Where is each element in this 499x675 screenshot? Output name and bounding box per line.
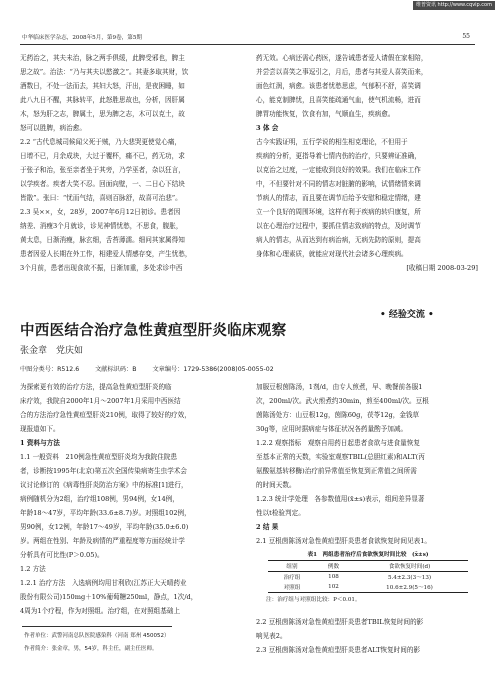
text-line: 木，怒为肝之志，脾属土，思为脾之志，木可以克土，故 bbox=[20, 110, 185, 118]
text-line: 2.1 豆根茵陈汤对急性黄疸型肝炎患者食欲恢复时间见表1。 bbox=[256, 537, 432, 545]
received-date: [收稿日期 2008-03-29] bbox=[406, 264, 478, 272]
text-line: 床疗效，我院自2000年1月～2007年1月采用中西医结 bbox=[20, 397, 181, 405]
text-line: 股份有限公司)150mg＋10%葡萄糖250ml，静点，1次/d， bbox=[20, 593, 198, 601]
text-line: 此八九日不醒，其脉转平，此怒胜思故也，分析，因肝属 bbox=[20, 96, 185, 104]
author-affiliation: 作者单位：武警河南总队医院感染科（河南 郑州 450052） bbox=[24, 633, 170, 639]
table-cell: 对照组 bbox=[283, 585, 301, 591]
table-note: 注：治疗组与对照组比较：P＜0.01。 bbox=[266, 597, 361, 603]
article-meta bbox=[20, 364, 288, 373]
text-line: 1.2.1 治疗方法 入选病例均用甘利欣(江苏正大天晴药业 bbox=[20, 579, 187, 587]
section-heading: 1 资料与方法 bbox=[20, 439, 60, 447]
author-bio: 作者简介：张金章，男，54岁，科主任，副主任医师。 bbox=[24, 646, 158, 652]
table-row bbox=[268, 582, 468, 593]
text-line: 中，不但要针对不同的情志对脏腑的影响，试情绪情来调 bbox=[256, 180, 421, 188]
text-line: 2.2 豆根茵陈汤对急性黄疸型肝炎患者TBIL恢复时间的影 bbox=[256, 618, 424, 626]
column-tag: • 经验交流 • bbox=[380, 310, 434, 320]
text-line: 疾病的分析，更指导着七情内伤的治疗，只要辨证准确， bbox=[256, 152, 421, 160]
text-line: 1.2.2 观察指标 观察自用药日起患者食欲与进食量恢复 bbox=[256, 439, 420, 447]
watermark: 维普资讯 http://www.cqvip.com bbox=[413, 1, 495, 10]
text-line: 脾胃功能恢复，饮食有加，气顺血生，疾病愈。 bbox=[256, 110, 395, 118]
document-code: 文献标识码：B bbox=[95, 366, 137, 373]
text-line: 响见表2。 bbox=[256, 632, 287, 640]
table-cell: 102 bbox=[328, 584, 339, 590]
table-caption: 表1 两组患者治疗后食欲恢复时间比较 (x̄±s) bbox=[307, 552, 429, 558]
table-row bbox=[268, 572, 468, 583]
article-title: 中西医结合治疗急性黄疸型肝炎临床观察 bbox=[20, 323, 287, 339]
text-line: 1.2.3 统计学处理 各参数值用(x̄±s)表示，组间差异显著 bbox=[256, 495, 425, 503]
section-heading: 3 体 会 bbox=[256, 124, 279, 132]
text-line: 并尝尝以喜笑之事逗引之，月后，患者与其爱人喜笑而来， bbox=[256, 68, 428, 76]
prev-article-right-column bbox=[256, 51, 478, 275]
text-line: 思之故”。治法：“乃与其夫以慾激之”。其妻多取其财，饮 bbox=[20, 68, 189, 76]
text-line: 黄太息，日渐消瘦，脉玄细，舌苔薄濡。细问其家属得知 bbox=[20, 236, 185, 244]
prev-article-left-column bbox=[20, 51, 242, 275]
header-rule bbox=[20, 44, 475, 45]
text-line: 节病人的情志，而且要在调节后给予安慰和稳定情绪，建 bbox=[256, 194, 421, 202]
text-line: 加服豆根茵陈汤，1剂/d，由专人煎煮，早、晚餐前各服1 bbox=[256, 383, 423, 391]
table-header-cell: 例数 bbox=[327, 564, 340, 570]
text-line: 怒可以胜脾，病治愈。 bbox=[20, 124, 86, 132]
text-line: 病例随机分为2组，治疗组108例，男94例，女14例， bbox=[20, 495, 179, 503]
text-line: 现报道如下。 bbox=[20, 425, 60, 433]
text-line: 2.2 “古代息城司候闻父死于贼，乃大悲哭更使觉心痛， bbox=[20, 138, 182, 146]
text-line: 岁。两组在性别、年龄及病情的严重程度等方面经统计学 bbox=[20, 537, 185, 545]
article-id: 文章编号：1729-5386(2008)05-0055-02 bbox=[152, 366, 274, 373]
text-line: 1.2 方法 bbox=[20, 565, 46, 573]
text-line: 2.3 吴××，女，28岁，2007年6月12日初诊。患者因 bbox=[20, 208, 181, 216]
results-table bbox=[268, 560, 468, 593]
text-line: 无药治之，其夫未治，脉之两手俱缓，此脾受邪也，脾主 bbox=[20, 54, 185, 62]
text-line: 患者因爱人长期在外工作，相建爱人情感存变，产生忧愁， bbox=[20, 250, 192, 258]
text-line: 病人的情志，从而达到有病治病，无病先防的原则，提高 bbox=[256, 236, 421, 244]
text-line: 年龄18～47岁，平均年龄(33.6±8.7)岁。对照组102例， bbox=[20, 509, 191, 517]
table-header-cell: 食欲恢复时间(d) bbox=[388, 564, 431, 570]
table-header-cell: 组别 bbox=[286, 564, 298, 570]
text-line: 古今实践证明，五行学说的相生相克理论，不但用于 bbox=[256, 138, 408, 146]
text-line: 立一个良好的周围环境，这样有利于疾病的转归康复，所 bbox=[256, 208, 421, 216]
text-line: 以在心理治疗过程中，要抓住情志致病的特点，及时调节 bbox=[256, 222, 421, 230]
text-line: 于张子和治，张至亲者坐于其旁，乃学巫者，杂以狂言， bbox=[20, 166, 185, 174]
text-line: 合的方法治疗急性黄疸型肝炎210例，取得了较好的疗效， bbox=[20, 411, 191, 419]
text-line: 30g等，应用时据病症与体征状况各药量酌予加减。 bbox=[256, 425, 408, 433]
footnote-rule bbox=[22, 626, 172, 627]
text-line: 为探索更有效的治疗方法，提高急性黄疸型肝炎的临 bbox=[20, 383, 172, 391]
page-number: 55 bbox=[462, 33, 470, 40]
running-header: 中华临床医学杂志，2008年5月，第9卷，第5期 bbox=[22, 35, 143, 41]
text-line: 男90例，女12例，年龄17～49岁，平均年龄(35.0±6.0) bbox=[20, 523, 189, 531]
text-line: 性以t检验判定。 bbox=[256, 509, 305, 517]
article-authors: 张金章 党庆如 bbox=[20, 346, 84, 356]
table-cell: 5.4±2.3(3～13) bbox=[387, 575, 432, 581]
text-line: 2.3 豆根茵陈汤对急性黄疸型肝炎患者ALT恢复时间的影 bbox=[256, 646, 421, 654]
text-line: 次，200ml/次。武火煎煮约30min，煎至400ml/次。豆根 bbox=[256, 397, 429, 405]
section-heading: 2 结 果 bbox=[256, 523, 279, 531]
text-line: 以克治之过度，一定能收到良好的效果。我们在临床工作 bbox=[256, 166, 421, 174]
text-line: 酒数日，不处一法而去，其妇大怒，汗出，是夜困睡，如 bbox=[20, 82, 185, 90]
text-line: 1.1 一般资料 210例急性黄疸型肝炎均为我院住院患 bbox=[20, 453, 178, 461]
article-right-column bbox=[256, 380, 478, 548]
text-line: 分析具有可比性(P＞0.05)。 bbox=[20, 551, 104, 559]
table-header-row bbox=[268, 561, 468, 572]
text-line: 的时间天数。 bbox=[256, 481, 296, 489]
text-line: 至基本正常的天数，实验室观察TBIL(总胆红素)和ALT(丙 bbox=[256, 453, 425, 461]
text-line: 3个月前，患者出现食欲不振，日渐加重，多处求诊中西 bbox=[20, 264, 183, 272]
article-left-column bbox=[20, 380, 242, 618]
text-line: 氨酸氨基转移酶)治疗前异常值至恢复到正常值之间所需 bbox=[256, 467, 417, 475]
text-line: 4周为1个疗程，作为对照组。治疗组，在对照组基础上 bbox=[20, 607, 181, 615]
text-line: 日增不已，月余成块，大过于覆杯，痛不已，药无功，求 bbox=[20, 152, 185, 160]
clc-number: 中图分类号：R512.6 bbox=[20, 366, 80, 373]
results-continued bbox=[256, 615, 478, 657]
text-line: 皆散”。张曰：“忧而气结，喜则百脉舒，故喜可治悲”。 bbox=[20, 194, 182, 202]
text-line: 者，诊断按1995年(北京)第五次全国传染病寄生虫学术会 bbox=[20, 467, 187, 475]
footnotes bbox=[24, 630, 246, 656]
table-cell: 治疗组 bbox=[283, 575, 301, 581]
text-line: 以学疾者。疾者大笑不忍。回面向壁，一、二日心下结块 bbox=[20, 180, 185, 188]
table-cell: 10.6±2.9(5～16) bbox=[386, 585, 433, 591]
text-line: 茵陈汤处方：山豆根12g，茵陈60g，茯苓12g，金钱草 bbox=[256, 411, 420, 419]
text-line: 药无效。心病还需心药医，遂告诫患者爱人请假在家相陪， bbox=[256, 54, 428, 62]
table-1 bbox=[262, 550, 474, 603]
text-line: 议讨论修订的《病毒性肝炎防治方案》中的标准[1]进行， bbox=[20, 481, 188, 489]
text-line: 纳差、消瘦3个月就诊，诊见神情忧愁，不思食，腹胀， bbox=[20, 222, 183, 230]
text-line: 身体和心理素质，就能应对现代社会诸多心理疾病。 bbox=[256, 250, 408, 258]
text-line: 心，能克制脾忧，且喜笑能疏通气血，使气机流畅，进而 bbox=[256, 96, 421, 104]
table-cell: 108 bbox=[328, 574, 339, 580]
text-line: 面色红润，病愈。该患者忧愁思虑，气郁积不舒，喜笑调 bbox=[256, 82, 421, 90]
